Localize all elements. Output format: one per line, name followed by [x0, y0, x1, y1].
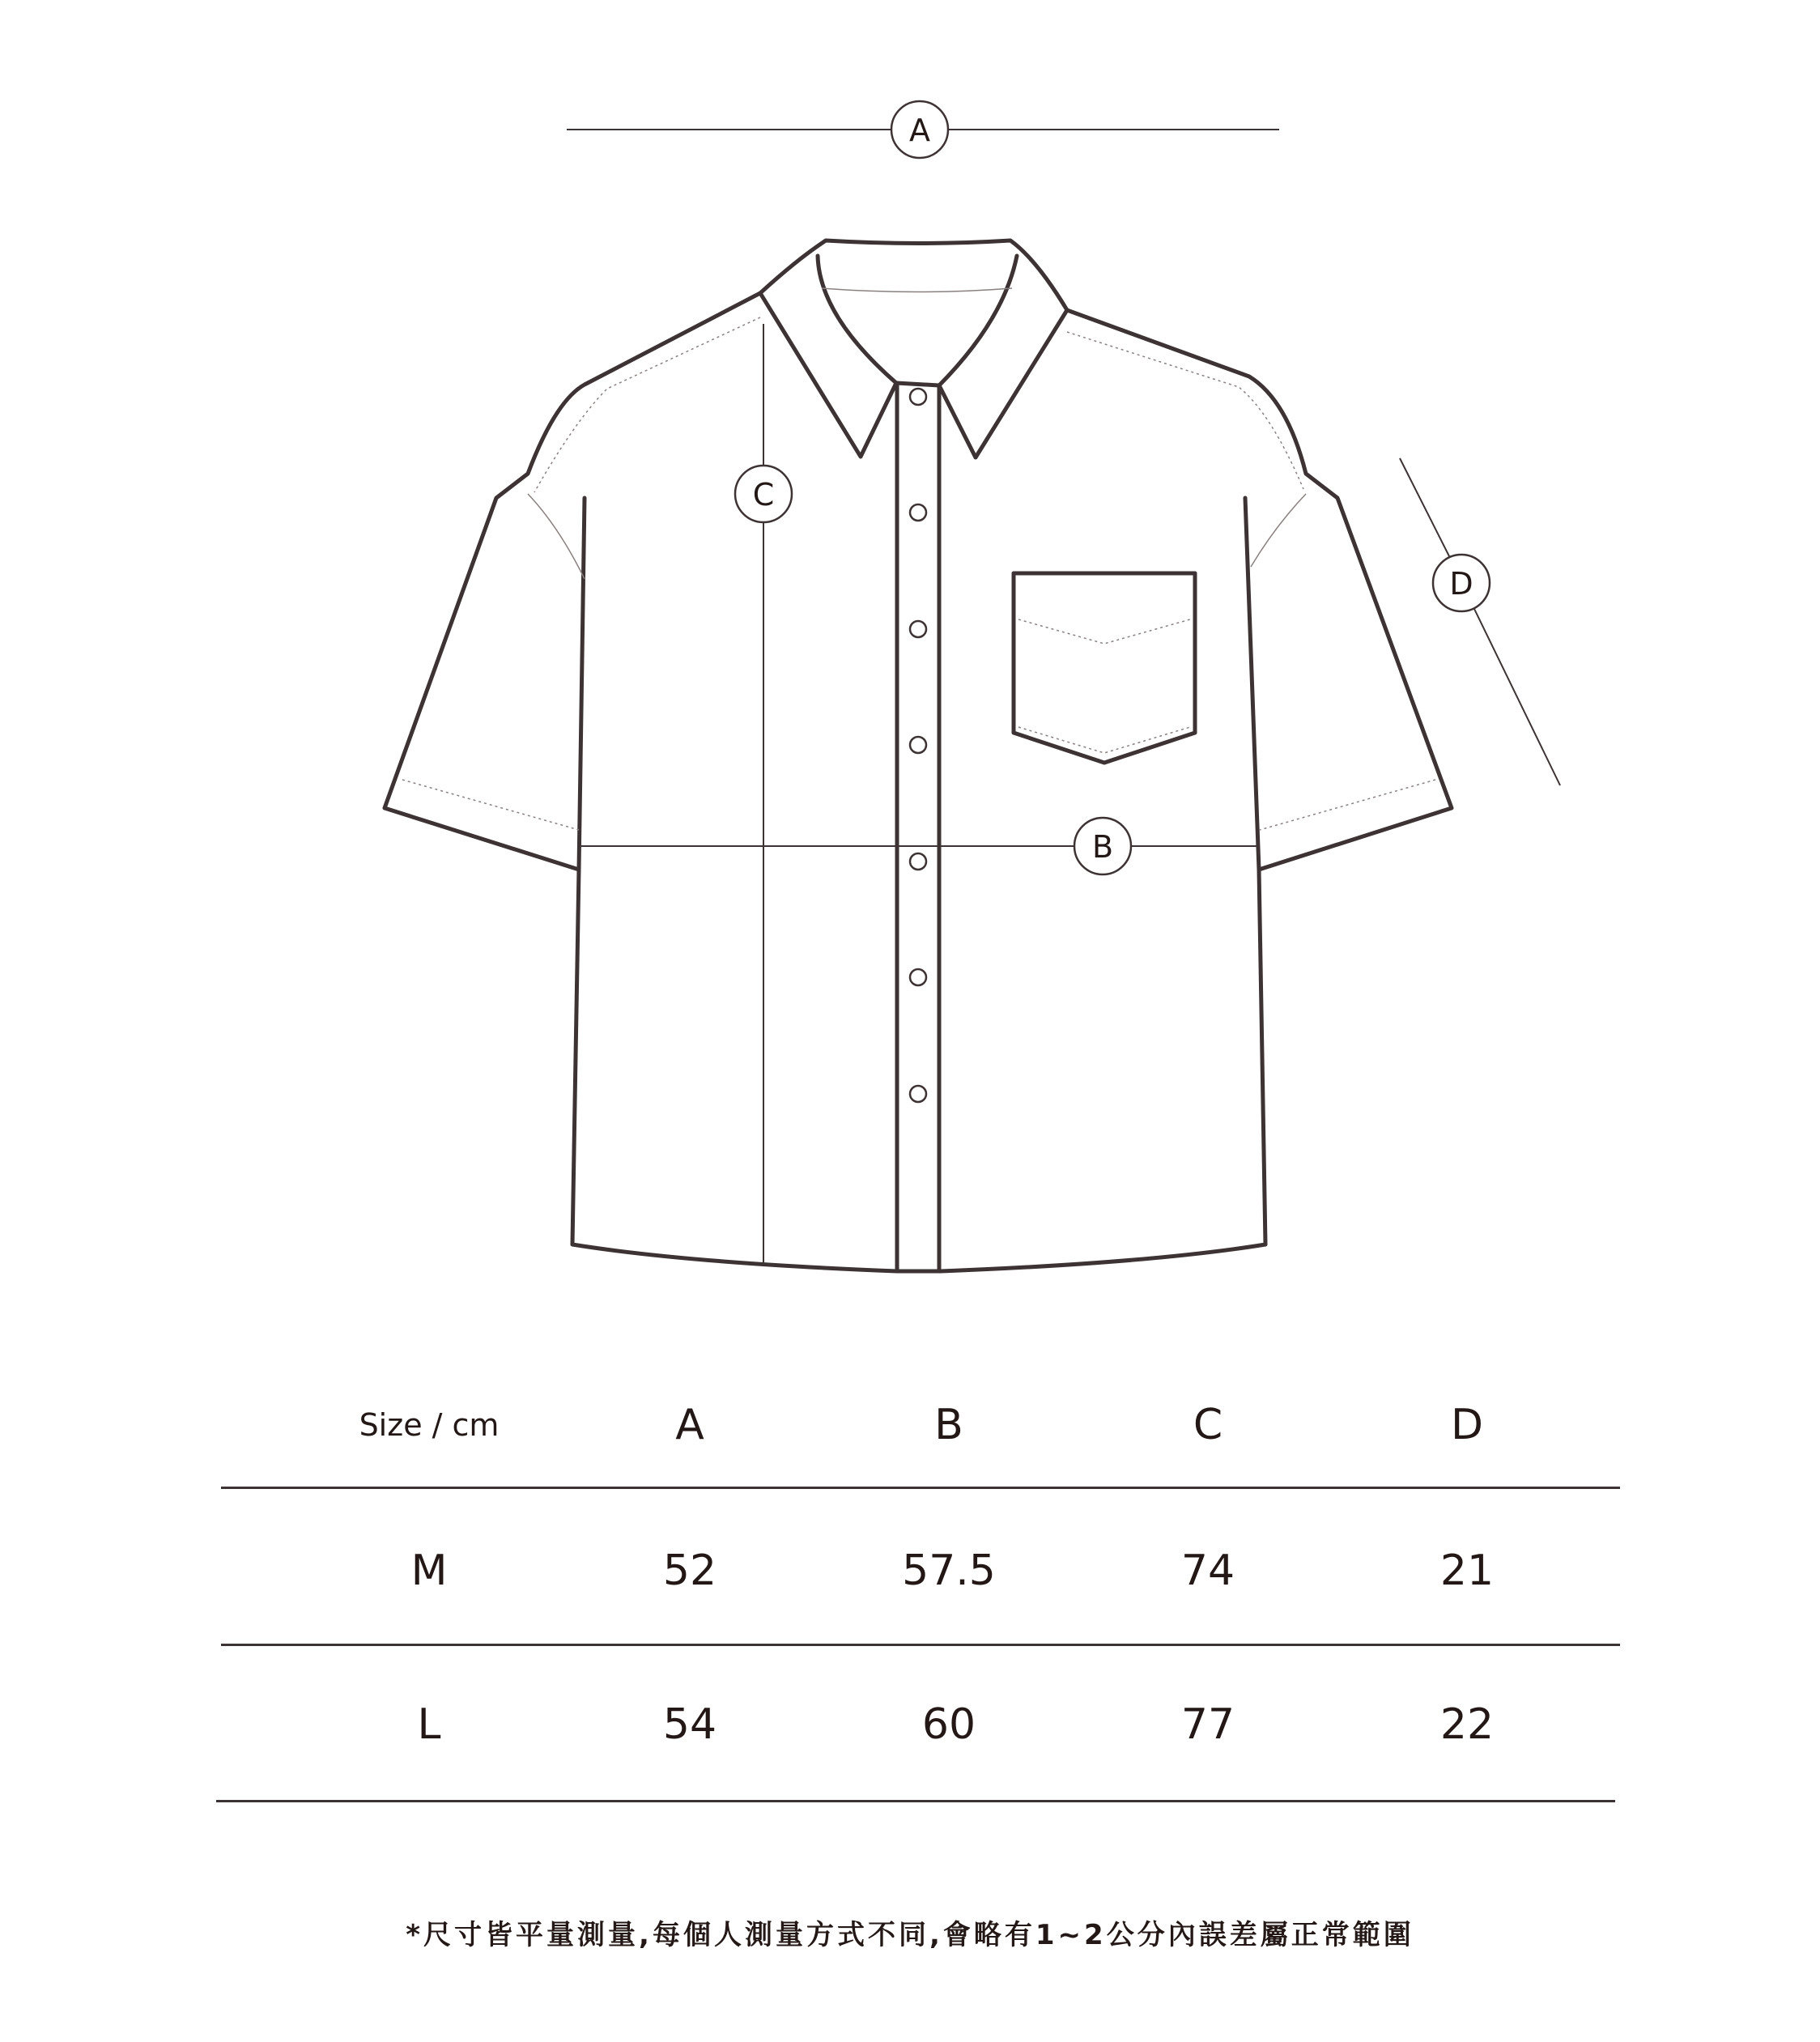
- row-m-c: 74: [1180, 1546, 1235, 1595]
- header-size-unit: Size / cm: [359, 1407, 500, 1443]
- row-l-d: 22: [1439, 1700, 1495, 1749]
- row-m-size: M: [410, 1546, 448, 1595]
- measurement-note: *尺寸皆平量測量,每個人測量方式不同,會略有1~2公分內誤差屬正常範圍: [406, 1919, 1414, 1951]
- measurement-c: [735, 324, 792, 1266]
- header-b: B: [934, 1401, 963, 1449]
- header-d: D: [1450, 1401, 1484, 1449]
- header-a: A: [675, 1401, 704, 1449]
- label-d: D: [1449, 566, 1473, 602]
- table-divider: [221, 1644, 1620, 1646]
- row-l-c: 77: [1180, 1700, 1235, 1749]
- row-l-b: 60: [921, 1700, 976, 1749]
- row-m-a: 52: [662, 1546, 717, 1595]
- table-divider: [221, 1487, 1620, 1489]
- table-divider: [216, 1800, 1615, 1802]
- row-m-b: 57.5: [902, 1546, 996, 1595]
- header-c: C: [1193, 1401, 1223, 1449]
- shirt-buttons: [910, 389, 926, 1102]
- row-l-size: L: [417, 1700, 441, 1749]
- row-m-d: 21: [1439, 1546, 1495, 1595]
- row-l-a: 54: [662, 1700, 717, 1749]
- label-a: A: [909, 113, 930, 148]
- label-b: B: [1091, 829, 1114, 865]
- measurement-a: [567, 101, 1279, 158]
- label-c: C: [752, 477, 775, 513]
